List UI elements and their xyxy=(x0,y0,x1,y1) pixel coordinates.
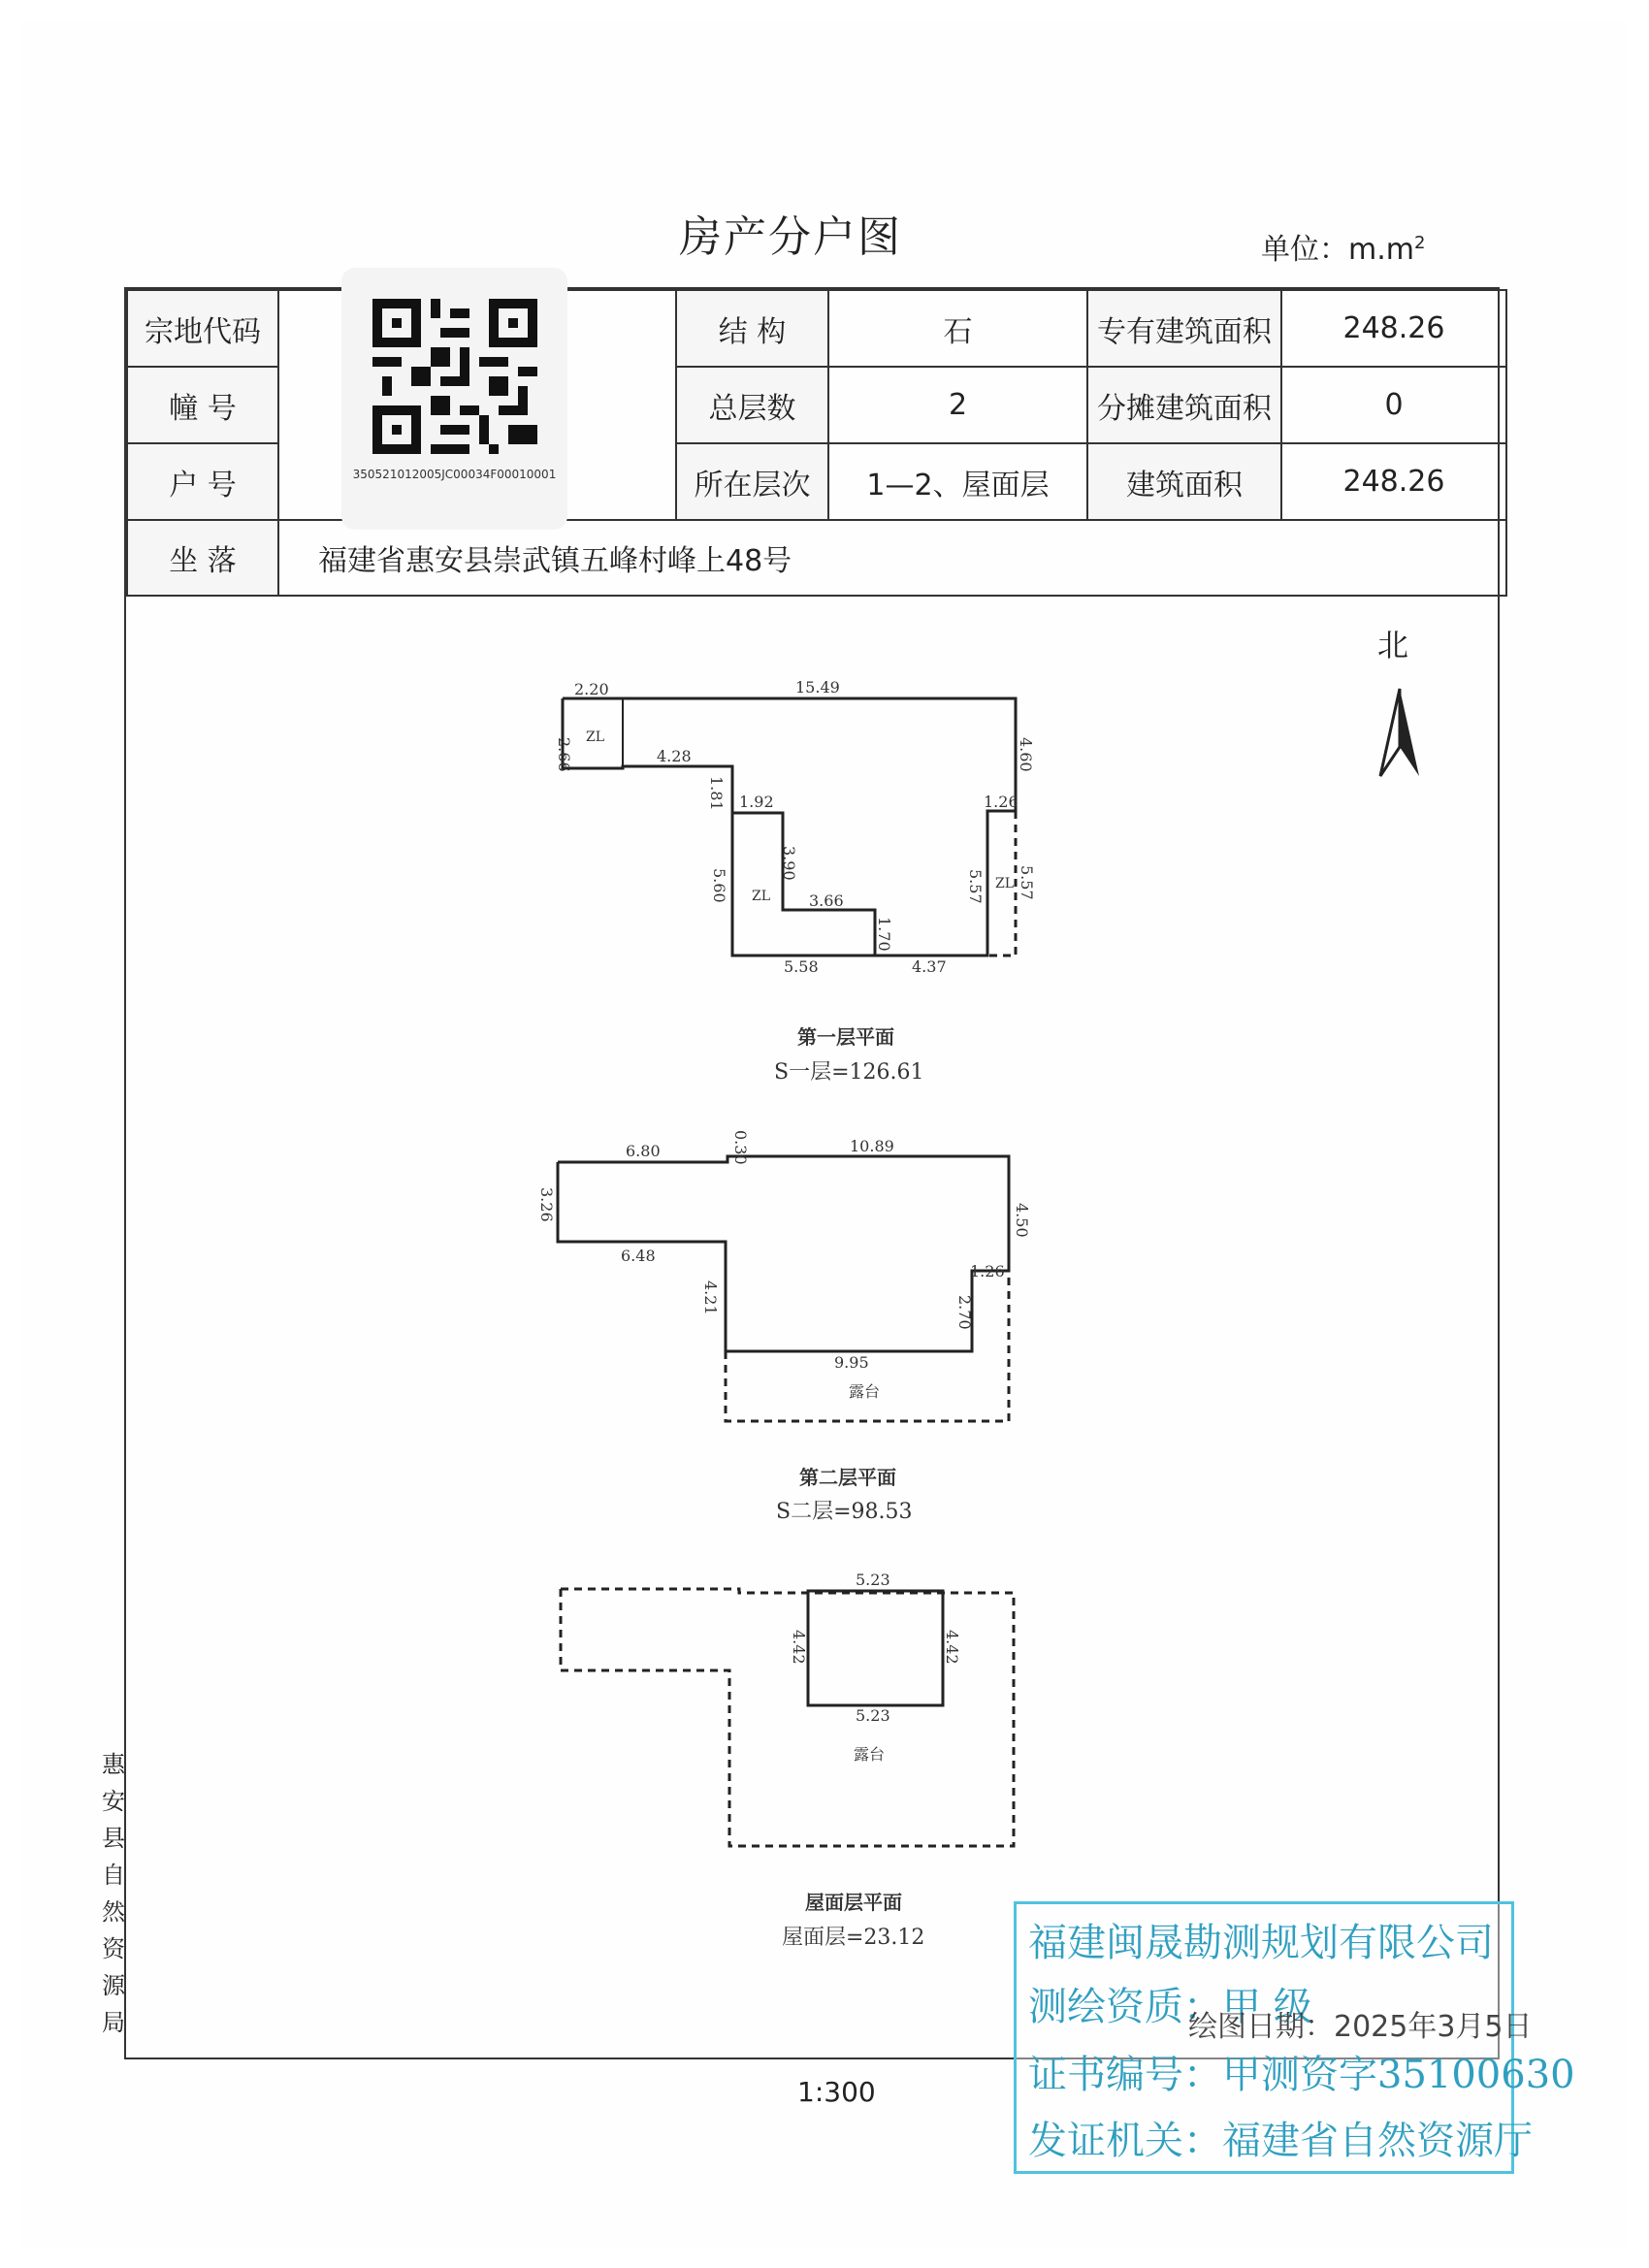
dim: 6.80 xyxy=(626,1142,661,1160)
dim: 5.23 xyxy=(856,1706,890,1725)
zl-label: ZL xyxy=(752,889,771,904)
dim: 1.26 xyxy=(984,793,1018,811)
dim: 1.70 xyxy=(875,917,893,952)
total-floors-label: 总层数 xyxy=(676,367,828,443)
exclusive-area-value: 248.26 xyxy=(1281,290,1506,367)
shared-area-value: 0 xyxy=(1281,367,1506,443)
dim: 4.37 xyxy=(912,957,947,976)
floor1-plan xyxy=(555,678,1036,1085)
dim: 9.95 xyxy=(834,1353,869,1372)
side-agency-text: 惠 安 县 自 然 资 源 局 xyxy=(102,1751,125,2036)
scale-label: 1:300 xyxy=(797,2076,876,2108)
floor1-title: 第一层平面 xyxy=(797,1025,894,1049)
parcel-code-label: 宗地代码 xyxy=(127,290,278,367)
dim: 4.60 xyxy=(1017,737,1035,772)
household-no-label: 户 号 xyxy=(127,443,278,520)
terrace-label: 露台 xyxy=(849,1382,881,1401)
floor2-plan xyxy=(537,1130,1031,1524)
unit-label: 单位：$m.m^2$ xyxy=(1261,233,1426,267)
dim: 4.42 xyxy=(943,1630,961,1665)
north-label: 北 xyxy=(1377,627,1409,664)
dim: 6.48 xyxy=(621,1247,656,1265)
shared-area-label: 分摊建筑面积 xyxy=(1087,367,1281,443)
dim: 5.57 xyxy=(966,869,985,904)
roof-title: 屋面层平面 xyxy=(805,1891,902,1914)
dim: 15.49 xyxy=(795,678,840,697)
dim: 1.81 xyxy=(707,776,726,811)
dim: 2.20 xyxy=(574,680,609,698)
dim: 5.57 xyxy=(1018,865,1036,900)
dim: 1.92 xyxy=(739,793,774,811)
draw-date: 绘图日期：2025年3月5日 xyxy=(1188,2010,1533,2044)
floor2-title: 第二层平面 xyxy=(799,1466,896,1489)
stamp-issuer: 发证机关：福建省自然资源厅 xyxy=(1028,2119,1533,2163)
terrace-label: 露台 xyxy=(854,1745,886,1764)
structure-label: 结 构 xyxy=(676,290,828,367)
location-label: 坐 落 xyxy=(127,520,278,596)
roof-plan xyxy=(561,1571,1014,1950)
dim: 3.26 xyxy=(537,1187,556,1222)
floor-located-value: 1—2、屋面层 xyxy=(828,443,1087,520)
dim: 3.90 xyxy=(780,846,798,881)
dim: 4.21 xyxy=(701,1280,720,1315)
dim: 5.60 xyxy=(710,868,728,903)
building-area-label: 建筑面积 xyxy=(1087,443,1281,520)
dim: 4.28 xyxy=(657,747,692,765)
building-area-value: 248.26 xyxy=(1281,443,1506,520)
floor-located-label: 所在层次 xyxy=(676,443,828,520)
dim: 2.66 xyxy=(555,737,573,772)
building-no-label: 幢 号 xyxy=(127,367,278,443)
location-value: 福建省惠安县崇武镇五峰村峰上48号 xyxy=(278,520,1506,596)
total-floors-value: 2 xyxy=(828,367,1087,443)
zl-label: ZL xyxy=(995,876,1015,891)
page-title: 房产分户图 xyxy=(679,212,902,262)
dim: 2.70 xyxy=(955,1295,974,1330)
dim: 3.66 xyxy=(809,891,844,910)
dim: 5.58 xyxy=(784,957,819,976)
dim: 4.42 xyxy=(790,1630,808,1665)
dim: 4.50 xyxy=(1013,1203,1031,1238)
floor2-area: S二层=98.53 xyxy=(776,1500,913,1524)
floor1-area: S一层=126.61 xyxy=(774,1060,924,1085)
zl-label: ZL xyxy=(586,729,605,745)
roof-area: 屋面层=23.12 xyxy=(782,1926,925,1950)
stamp-company: 福建闽晟勘测规划有限公司 xyxy=(1028,1921,1494,1965)
qr-code-number: 350521012005JC00034F00010001 xyxy=(352,468,557,481)
stamp-qualification: 测绘资质：甲 级 xyxy=(1028,1985,1312,2029)
dim: 1.26 xyxy=(970,1262,1005,1280)
dim: 10.89 xyxy=(850,1137,894,1155)
dim: 5.23 xyxy=(856,1571,890,1589)
structure-value: 石 xyxy=(828,290,1087,367)
dim: 0.30 xyxy=(731,1130,750,1165)
stamp-certificate: 证书编号：甲测资字35100630 xyxy=(1028,2053,1575,2097)
exclusive-area-label: 专有建筑面积 xyxy=(1087,290,1281,367)
